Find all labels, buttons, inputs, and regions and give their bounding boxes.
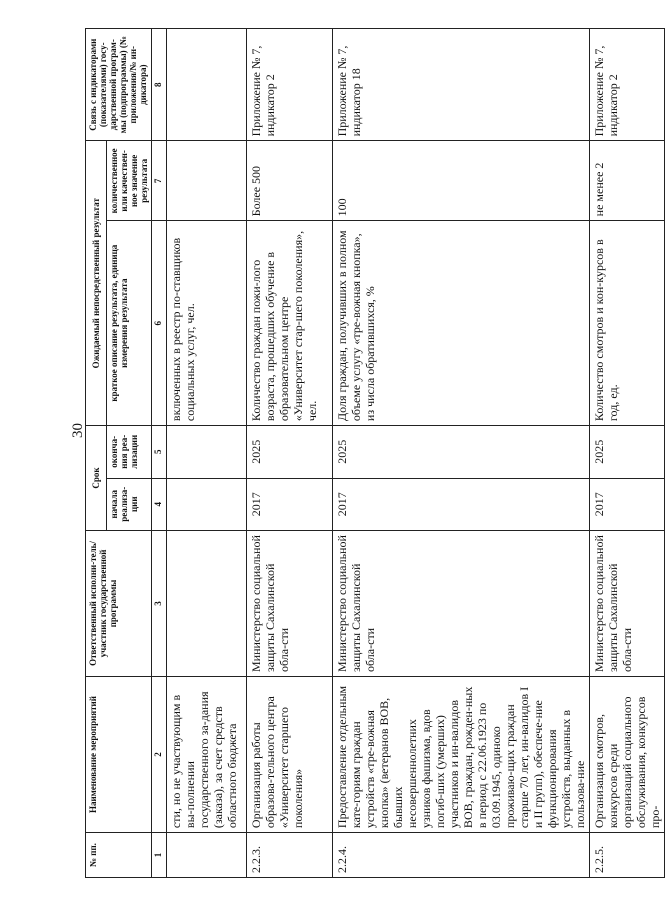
cell-name: Организация смотров, конкурсов среди организаций социального обслуживания, конкурсов про- [590,677,665,833]
cell-link [167,29,247,141]
header-name: Наименование мероприятий [86,677,152,833]
cell-end: 2025 [333,426,590,478]
cell-num: 2.2.3. [247,833,333,878]
cell-name: Предоставление отдельным кате-гориям граждан устройств «тре-вожная кнопка» (ветеранов ВОВ, бывших несовершеннолетних узников фашизма, вдов погиб-ших (умерших) участников и ин-валидов ВОВ, граждан, рожден-ных в период с 22.06.1923 по 03.09.1945, одиноко проживаю-щих граждан старше 70 лет, ин-валидов I и II групп), обеспече-ние функционирования устройств, выданных в пользова-ние [333,677,590,833]
column-number: 3 [152,530,167,676]
cell-result-desc: включенных в реестр по-ставщиков социальных услуг, чел. [167,221,247,426]
cell-end [167,426,247,478]
column-number: 4 [152,478,167,530]
rotated-table-wrapper [85,28,665,878]
cell-responsible: Министерство социальной защиты Сахалинской обла-сти [247,530,333,676]
column-number: 2 [152,677,167,833]
header-result-group: Ожидаемый непосредственный результат [86,141,107,426]
cell-num: 2.2.5. [590,833,665,878]
header-responsible: Ответственный исполни-тель/участник государственной программы [86,530,152,676]
cell-responsible [167,530,247,676]
cell-name: Организация работы образова-тельного центра «Университет старшего поколения» [247,677,333,833]
header-result-value: количественное или качествен-ное значение результата [107,141,152,221]
table-row [247,29,333,878]
cell-result-value: не менее 2 [590,141,665,221]
cell-start: 2017 [590,478,665,530]
page-number: 30 [70,423,86,438]
header-num: № пп. [86,833,152,878]
cell-result-desc: Количество граждан пожи-лого возраста, прошедших обучение в образовательном центре «Университет стар-шего поколения», чел. [247,221,333,426]
cell-start: 2017 [247,478,333,530]
cell-responsible: Министерство социальной защиты Сахалинской обла-сти [333,530,590,676]
header-result-desc: краткое описание результата, единица измерения результата [107,221,152,426]
cell-result-desc: Количество смотров и кон-курсов в год, ед. [590,221,665,426]
cell-link: Приложение № 7, индикатор 2 [247,29,333,141]
header-term-end: оконча-ния реа-лизации [107,426,152,478]
cell-link: Приложение № 7, индикатор 2 [590,29,665,141]
column-number: 6 [152,221,167,426]
column-number: 1 [152,833,167,878]
table-row [333,29,590,878]
cell-num: 2.2.4. [333,833,590,878]
cell-start [167,478,247,530]
program-measures-table [85,28,665,878]
header-link: Связь с индикаторами (показателями) госу-дарственной програм-мы (подпрограммы) (№ приложения/№ ин-дикатора) [86,29,152,141]
cell-end: 2025 [247,426,333,478]
header-term-start: начала реализа-ции [107,478,152,530]
cell-result-value: 100 [333,141,590,221]
cell-result-desc: Доля граждан, получивших в полном объеме услугу «тре-вожная кнопка», из числа обратившихся, % [333,221,590,426]
table-row [167,29,247,878]
column-number: 5 [152,426,167,478]
table-row [590,29,665,878]
header-term-group: Срок [86,426,107,531]
cell-num [167,833,247,878]
cell-responsible: Министерство социальной защиты Сахалинской обла-сти [590,530,665,676]
column-number: 8 [152,29,167,141]
column-number-row [152,29,167,878]
cell-result-value: Более 500 [247,141,333,221]
cell-start: 2017 [333,478,590,530]
column-number: 7 [152,141,167,221]
cell-end: 2025 [590,426,665,478]
cell-result-value [167,141,247,221]
cell-link: Приложение № 7, индикатор 18 [333,29,590,141]
cell-name: сти, но не участвующим в вы-полнении государственного за-дания (заказа), за счет средств областного бюджета [167,677,247,833]
